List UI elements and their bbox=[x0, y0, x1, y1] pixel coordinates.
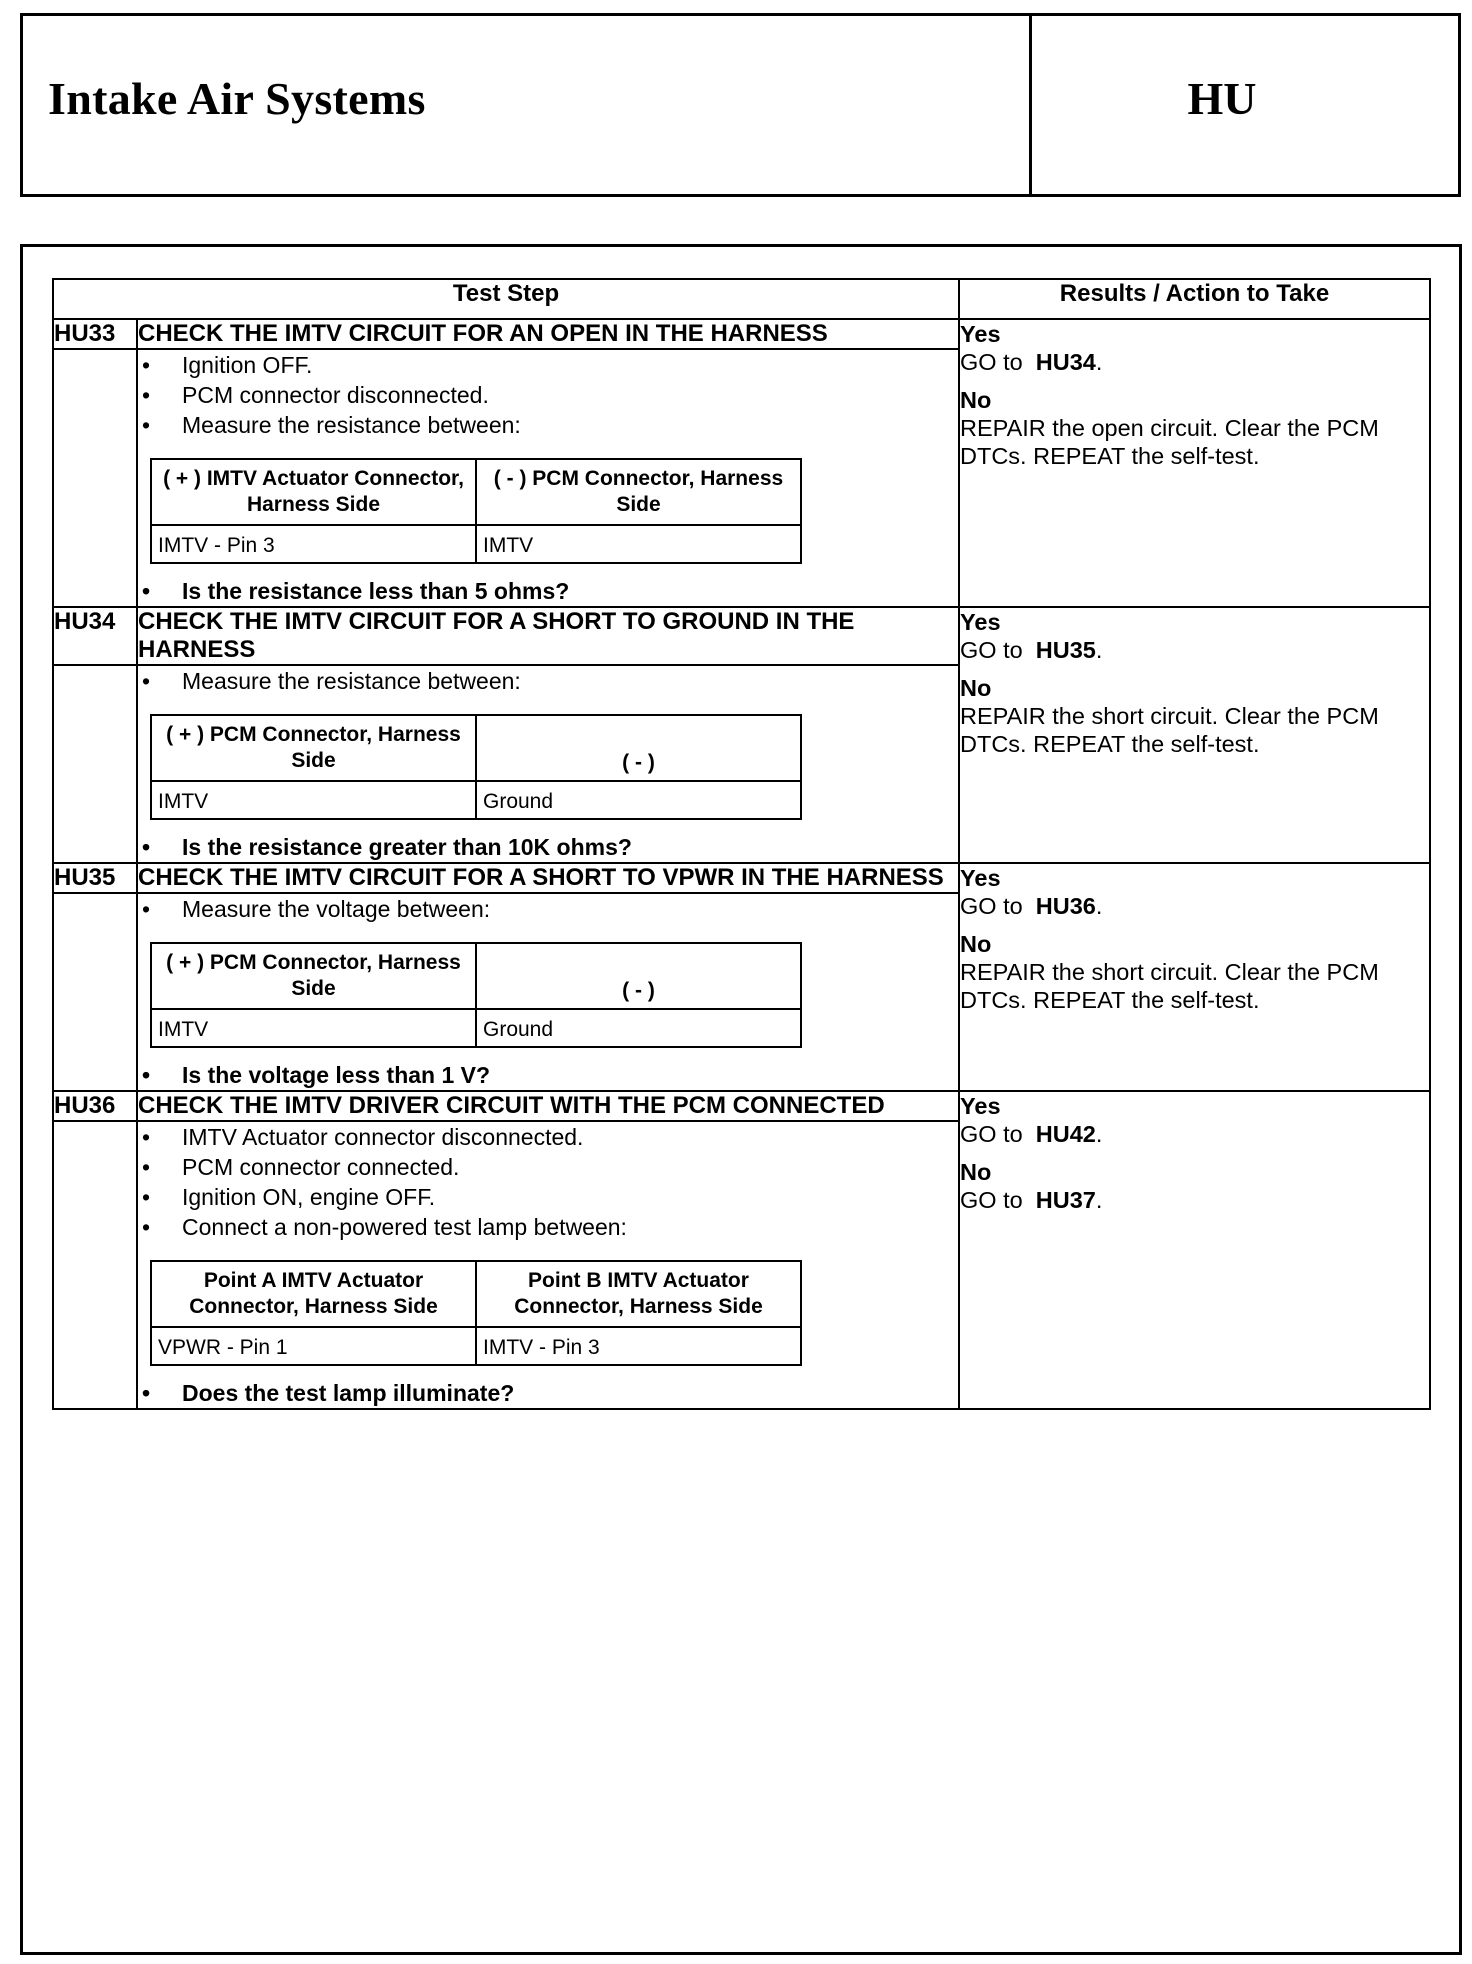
conn-neg-header: ( - ) bbox=[476, 715, 801, 781]
step-body bbox=[137, 665, 959, 863]
no-action: REPAIR the short circuit. Clear the PCM DTCs. REPEAT the self-test. bbox=[960, 959, 1379, 1013]
connector-table bbox=[150, 942, 802, 1048]
yes-action: GO to HU36. bbox=[960, 893, 1103, 919]
step-result bbox=[959, 319, 1430, 607]
step-bullet: • PCM connector connected. bbox=[138, 1152, 958, 1182]
step-title-row bbox=[53, 607, 1430, 665]
yes-label: Yes bbox=[960, 865, 1001, 891]
step-bullet: • IMTV Actuator connector disconnected. bbox=[138, 1122, 958, 1152]
conn-pos-header: ( + ) PCM Connector, Harness Side bbox=[151, 715, 476, 781]
conn-pos-header: Point A IMTV Actuator Connector, Harness Side bbox=[151, 1261, 476, 1327]
step-bullet: • PCM connector disconnected. bbox=[138, 380, 958, 410]
test-step-table bbox=[52, 278, 1431, 1410]
connector-table bbox=[150, 1260, 802, 1366]
conn-pos-value: IMTV - Pin 3 bbox=[151, 525, 476, 563]
step-bullet: • Ignition ON, engine OFF. bbox=[138, 1182, 958, 1212]
section-title: Intake Air Systems bbox=[48, 73, 426, 124]
yes-action: GO to HU35. bbox=[960, 637, 1103, 663]
step-body bbox=[137, 1121, 959, 1409]
step-result bbox=[959, 863, 1430, 1091]
step-title-row bbox=[53, 319, 1430, 349]
conn-pos-header: ( + ) IMTV Actuator Connector, Harness Side bbox=[151, 459, 476, 525]
section-code: HU bbox=[1187, 73, 1257, 124]
step-title: CHECK THE IMTV CIRCUIT FOR AN OPEN IN THE HARNESS bbox=[137, 319, 959, 349]
step-bullet: • Measure the voltage between: bbox=[138, 894, 958, 924]
step-title: CHECK THE IMTV DRIVER CIRCUIT WITH THE PCM CONNECTED bbox=[137, 1091, 959, 1121]
step-result bbox=[959, 607, 1430, 863]
no-action: REPAIR the short circuit. Clear the PCM DTCs. REPEAT the self-test. bbox=[960, 703, 1379, 757]
col-test-step-header: Test Step bbox=[53, 279, 959, 319]
step-title: CHECK THE IMTV CIRCUIT FOR A SHORT TO GROUND IN THE HARNESS bbox=[137, 607, 959, 665]
conn-pos-header: ( + ) PCM Connector, Harness Side bbox=[151, 943, 476, 1009]
no-label: No bbox=[960, 1159, 992, 1185]
yes-action: GO to HU34. bbox=[960, 349, 1103, 375]
no-label: No bbox=[960, 675, 992, 701]
conn-pos-value: VPWR - Pin 1 bbox=[151, 1327, 476, 1365]
conn-neg-header: ( - ) bbox=[476, 943, 801, 1009]
conn-neg-value: IMTV - Pin 3 bbox=[476, 1327, 801, 1365]
step-question: • Is the resistance less than 5 ohms? bbox=[138, 576, 958, 606]
step-question: • Is the resistance greater than 10K ohms? bbox=[138, 832, 958, 862]
yes-action: GO to HU42. bbox=[960, 1121, 1103, 1147]
table-header-row bbox=[53, 279, 1430, 319]
step-body bbox=[137, 349, 959, 607]
step-question: • Is the voltage less than 1 V? bbox=[138, 1060, 958, 1090]
step-bullet: • Measure the resistance between: bbox=[138, 410, 958, 440]
col-results-header: Results / Action to Take bbox=[959, 279, 1430, 319]
yes-label: Yes bbox=[960, 321, 1001, 347]
step-id: HU36 bbox=[53, 1091, 137, 1121]
step-body bbox=[137, 893, 959, 1091]
step-id: HU35 bbox=[53, 863, 137, 893]
no-label: No bbox=[960, 387, 992, 413]
no-action: GO to HU37. bbox=[960, 1187, 1103, 1213]
conn-neg-header: ( - ) PCM Connector, Harness Side bbox=[476, 459, 801, 525]
conn-neg-header: Point B IMTV Actuator Connector, Harness Side bbox=[476, 1261, 801, 1327]
connector-table bbox=[150, 458, 802, 564]
conn-neg-value: Ground bbox=[476, 1009, 801, 1047]
connector-table bbox=[150, 714, 802, 820]
step-title-row bbox=[53, 863, 1430, 893]
step-question: • Does the test lamp illuminate? bbox=[138, 1378, 958, 1408]
step-bullet: • Connect a non-powered test lamp between: bbox=[138, 1212, 958, 1242]
step-bullet: • Ignition OFF. bbox=[138, 350, 958, 380]
step-id: HU34 bbox=[53, 607, 137, 665]
no-label: No bbox=[960, 931, 992, 957]
conn-neg-value: Ground bbox=[476, 781, 801, 819]
yes-label: Yes bbox=[960, 609, 1001, 635]
conn-pos-value: IMTV bbox=[151, 1009, 476, 1047]
conn-neg-value: IMTV bbox=[476, 525, 801, 563]
step-result bbox=[959, 1091, 1430, 1409]
step-bullet: • Measure the resistance between: bbox=[138, 666, 958, 696]
yes-label: Yes bbox=[960, 1093, 1001, 1119]
step-title: CHECK THE IMTV CIRCUIT FOR A SHORT TO VPWR IN THE HARNESS bbox=[137, 863, 959, 893]
conn-pos-value: IMTV bbox=[151, 781, 476, 819]
step-id: HU33 bbox=[53, 319, 137, 349]
no-action: REPAIR the open circuit. Clear the PCM DTCs. REPEAT the self-test. bbox=[960, 415, 1379, 469]
step-title-row bbox=[53, 1091, 1430, 1121]
